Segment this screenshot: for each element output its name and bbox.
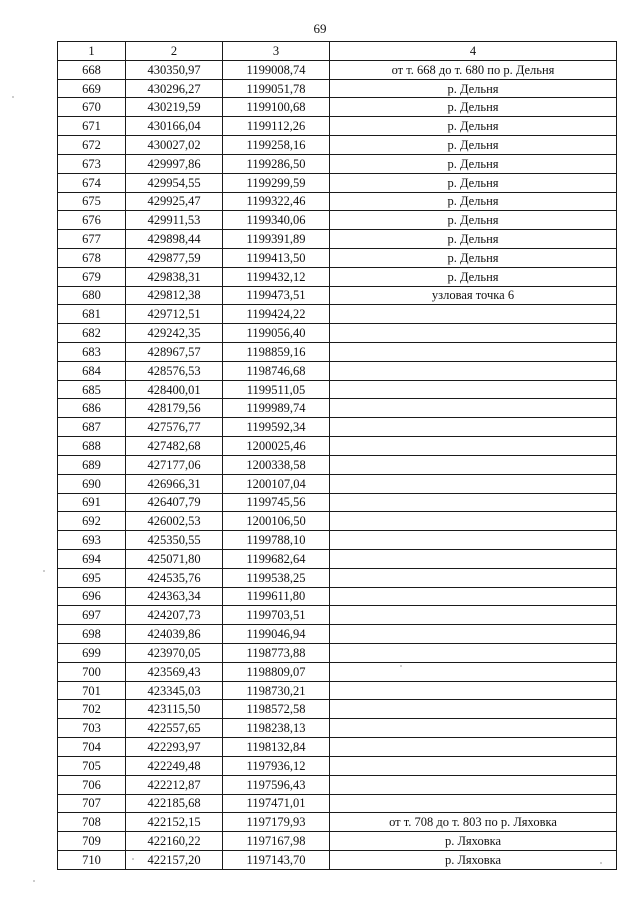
description-cell xyxy=(330,681,617,700)
description-cell xyxy=(330,756,617,775)
y-coordinate-cell: 1200107,04 xyxy=(223,474,330,493)
point-number-cell: 672 xyxy=(58,136,126,155)
table-row xyxy=(58,700,617,719)
y-coordinate-cell: 1198773,88 xyxy=(223,644,330,663)
x-coordinate-cell: 422557,65 xyxy=(126,719,223,738)
table-row xyxy=(58,474,617,493)
x-coordinate-cell: 425350,55 xyxy=(126,531,223,550)
y-coordinate-cell: 1200106,50 xyxy=(223,512,330,531)
table-row xyxy=(58,606,617,625)
table-row xyxy=(58,662,617,681)
y-coordinate-cell: 1199511,05 xyxy=(223,380,330,399)
x-coordinate-cell: 430350,97 xyxy=(126,60,223,79)
point-number-cell: 696 xyxy=(58,587,126,606)
x-coordinate-cell: 423345,03 xyxy=(126,681,223,700)
description-cell xyxy=(330,361,617,380)
table-row xyxy=(58,850,617,869)
description-cell: р. Ляховка xyxy=(330,850,617,869)
table-row xyxy=(58,512,617,531)
point-number-cell: 707 xyxy=(58,794,126,813)
x-coordinate-cell: 423970,05 xyxy=(126,644,223,663)
point-number-cell: 709 xyxy=(58,832,126,851)
table-row xyxy=(58,756,617,775)
description-cell: р. Дельня xyxy=(330,173,617,192)
x-coordinate-cell: 430027,02 xyxy=(126,136,223,155)
table-row xyxy=(58,681,617,700)
description-cell xyxy=(330,531,617,550)
table-row xyxy=(58,587,617,606)
y-coordinate-cell: 1197936,12 xyxy=(223,756,330,775)
header-col-x: 2 xyxy=(126,42,223,61)
table-row xyxy=(58,568,617,587)
description-cell xyxy=(330,794,617,813)
point-number-cell: 679 xyxy=(58,267,126,286)
y-coordinate-cell: 1199008,74 xyxy=(223,60,330,79)
description-cell: р. Дельня xyxy=(330,230,617,249)
x-coordinate-cell: 428576,53 xyxy=(126,361,223,380)
scan-speck xyxy=(43,570,45,572)
table-row xyxy=(58,531,617,550)
description-cell xyxy=(330,380,617,399)
table-row xyxy=(58,192,617,211)
table-row xyxy=(58,644,617,663)
point-number-cell: 695 xyxy=(58,568,126,587)
description-cell xyxy=(330,662,617,681)
table-row xyxy=(58,775,617,794)
y-coordinate-cell: 1199100,68 xyxy=(223,98,330,117)
description-cell xyxy=(330,775,617,794)
table-row xyxy=(58,60,617,79)
description-cell xyxy=(330,324,617,343)
description-cell xyxy=(330,644,617,663)
y-coordinate-cell: 1197471,01 xyxy=(223,794,330,813)
description-cell: р. Дельня xyxy=(330,79,617,98)
x-coordinate-cell: 429712,51 xyxy=(126,305,223,324)
x-coordinate-cell: 429898,44 xyxy=(126,230,223,249)
y-coordinate-cell: 1198132,84 xyxy=(223,738,330,757)
x-coordinate-cell: 429877,59 xyxy=(126,248,223,267)
y-coordinate-cell: 1198859,16 xyxy=(223,343,330,362)
point-number-cell: 670 xyxy=(58,98,126,117)
description-cell: узловая точка 6 xyxy=(330,286,617,305)
point-number-cell: 673 xyxy=(58,154,126,173)
y-coordinate-cell: 1200338,58 xyxy=(223,455,330,474)
table-body xyxy=(58,60,617,869)
header-col-description: 4 xyxy=(330,42,617,61)
description-cell xyxy=(330,437,617,456)
point-number-cell: 684 xyxy=(58,361,126,380)
table-row xyxy=(58,79,617,98)
x-coordinate-cell: 430296,27 xyxy=(126,79,223,98)
x-coordinate-cell: 426966,31 xyxy=(126,474,223,493)
table-row xyxy=(58,361,617,380)
point-number-cell: 692 xyxy=(58,512,126,531)
y-coordinate-cell: 1199258,16 xyxy=(223,136,330,155)
table-row xyxy=(58,418,617,437)
header-col-y: 3 xyxy=(223,42,330,61)
x-coordinate-cell: 429954,55 xyxy=(126,173,223,192)
x-coordinate-cell: 422152,15 xyxy=(126,813,223,832)
x-coordinate-cell: 429242,35 xyxy=(126,324,223,343)
table-row xyxy=(58,154,617,173)
x-coordinate-cell: 428967,57 xyxy=(126,343,223,362)
table-row xyxy=(58,98,617,117)
x-coordinate-cell: 429925,47 xyxy=(126,192,223,211)
page-number: 69 xyxy=(313,21,327,36)
y-coordinate-cell: 1199611,80 xyxy=(223,587,330,606)
description-cell: р. Дельня xyxy=(330,117,617,136)
table-row xyxy=(58,455,617,474)
description-cell xyxy=(330,719,617,738)
y-coordinate-cell: 1199989,74 xyxy=(223,399,330,418)
table-header xyxy=(58,42,617,61)
description-cell xyxy=(330,418,617,437)
y-coordinate-cell: 1199473,51 xyxy=(223,286,330,305)
point-number-cell: 705 xyxy=(58,756,126,775)
point-number-cell: 693 xyxy=(58,531,126,550)
y-coordinate-cell: 1199286,50 xyxy=(223,154,330,173)
x-coordinate-cell: 425071,80 xyxy=(126,549,223,568)
y-coordinate-cell: 1199051,78 xyxy=(223,79,330,98)
y-coordinate-cell: 1199112,26 xyxy=(223,117,330,136)
table-row xyxy=(58,380,617,399)
description-cell xyxy=(330,474,617,493)
y-coordinate-cell: 1198746,68 xyxy=(223,361,330,380)
y-coordinate-cell: 1199592,34 xyxy=(223,418,330,437)
point-number-cell: 704 xyxy=(58,738,126,757)
description-cell xyxy=(330,625,617,644)
y-coordinate-cell: 1199046,94 xyxy=(223,625,330,644)
point-number-cell: 689 xyxy=(58,455,126,474)
y-coordinate-cell: 1197596,43 xyxy=(223,775,330,794)
point-number-cell: 680 xyxy=(58,286,126,305)
description-cell: р. Дельня xyxy=(330,192,617,211)
header-row xyxy=(58,42,617,61)
x-coordinate-cell: 429812,38 xyxy=(126,286,223,305)
scan-speck xyxy=(12,96,14,98)
point-number-cell: 708 xyxy=(58,813,126,832)
point-number-cell: 690 xyxy=(58,474,126,493)
y-coordinate-cell: 1199322,46 xyxy=(223,192,330,211)
scan-speck xyxy=(400,665,402,667)
y-coordinate-cell: 1199424,22 xyxy=(223,305,330,324)
scan-speck xyxy=(33,880,35,882)
point-number-cell: 700 xyxy=(58,662,126,681)
point-number-cell: 701 xyxy=(58,681,126,700)
x-coordinate-cell: 422293,97 xyxy=(126,738,223,757)
description-cell xyxy=(330,587,617,606)
table-row xyxy=(58,399,617,418)
point-number-cell: 706 xyxy=(58,775,126,794)
x-coordinate-cell: 422157,20 xyxy=(126,850,223,869)
x-coordinate-cell: 424207,73 xyxy=(126,606,223,625)
table-row xyxy=(58,324,617,343)
table-row xyxy=(58,794,617,813)
description-cell: р. Дельня xyxy=(330,136,617,155)
x-coordinate-cell: 423115,50 xyxy=(126,700,223,719)
x-coordinate-cell: 422249,48 xyxy=(126,756,223,775)
table-row xyxy=(58,305,617,324)
y-coordinate-cell: 1199788,10 xyxy=(223,531,330,550)
point-number-cell: 675 xyxy=(58,192,126,211)
description-cell xyxy=(330,305,617,324)
description-cell xyxy=(330,549,617,568)
table-row xyxy=(58,549,617,568)
point-number-cell: 682 xyxy=(58,324,126,343)
scan-speck xyxy=(132,858,134,860)
point-number-cell: 676 xyxy=(58,211,126,230)
table-row xyxy=(58,813,617,832)
x-coordinate-cell: 426002,53 xyxy=(126,512,223,531)
description-cell: р. Дельня xyxy=(330,248,617,267)
description-cell xyxy=(330,606,617,625)
y-coordinate-cell: 1198572,58 xyxy=(223,700,330,719)
table-row xyxy=(58,248,617,267)
x-coordinate-cell: 428400,01 xyxy=(126,380,223,399)
y-coordinate-cell: 1197179,93 xyxy=(223,813,330,832)
point-number-cell: 686 xyxy=(58,399,126,418)
description-cell xyxy=(330,512,617,531)
point-number-cell: 688 xyxy=(58,437,126,456)
x-coordinate-cell: 423569,43 xyxy=(126,662,223,681)
point-number-cell: 681 xyxy=(58,305,126,324)
description-cell: р. Дельня xyxy=(330,267,617,286)
y-coordinate-cell: 1200025,46 xyxy=(223,437,330,456)
y-coordinate-cell: 1199432,12 xyxy=(223,267,330,286)
point-number-cell: 702 xyxy=(58,700,126,719)
point-number-cell: 699 xyxy=(58,644,126,663)
scan-speck xyxy=(600,862,602,864)
description-cell xyxy=(330,493,617,512)
x-coordinate-cell: 422185,68 xyxy=(126,794,223,813)
y-coordinate-cell: 1199299,59 xyxy=(223,173,330,192)
x-coordinate-cell: 428179,56 xyxy=(126,399,223,418)
point-number-cell: 694 xyxy=(58,549,126,568)
point-number-cell: 671 xyxy=(58,117,126,136)
point-number-cell: 669 xyxy=(58,79,126,98)
x-coordinate-cell: 426407,79 xyxy=(126,493,223,512)
x-coordinate-cell: 429997,86 xyxy=(126,154,223,173)
description-cell: р. Ляховка xyxy=(330,832,617,851)
x-coordinate-cell: 427482,68 xyxy=(126,437,223,456)
x-coordinate-cell: 424535,76 xyxy=(126,568,223,587)
table-row xyxy=(58,117,617,136)
x-coordinate-cell: 422212,87 xyxy=(126,775,223,794)
table-row xyxy=(58,832,617,851)
description-cell: от т. 708 до т. 803 по р. Ляховка xyxy=(330,813,617,832)
table-row xyxy=(58,719,617,738)
table-row xyxy=(58,173,617,192)
point-number-cell: 698 xyxy=(58,625,126,644)
description-cell xyxy=(330,455,617,474)
coordinates-table xyxy=(57,41,617,870)
point-number-cell: 691 xyxy=(58,493,126,512)
point-number-cell: 697 xyxy=(58,606,126,625)
y-coordinate-cell: 1199703,51 xyxy=(223,606,330,625)
point-number-cell: 678 xyxy=(58,248,126,267)
table-row xyxy=(58,136,617,155)
x-coordinate-cell: 422160,22 xyxy=(126,832,223,851)
x-coordinate-cell: 427177,06 xyxy=(126,455,223,474)
x-coordinate-cell: 429911,53 xyxy=(126,211,223,230)
y-coordinate-cell: 1198809,07 xyxy=(223,662,330,681)
x-coordinate-cell: 430166,04 xyxy=(126,117,223,136)
table-row xyxy=(58,230,617,249)
point-number-cell: 685 xyxy=(58,380,126,399)
table-row xyxy=(58,286,617,305)
description-cell xyxy=(330,343,617,362)
y-coordinate-cell: 1199538,25 xyxy=(223,568,330,587)
description-cell xyxy=(330,700,617,719)
y-coordinate-cell: 1198730,21 xyxy=(223,681,330,700)
point-number-cell: 710 xyxy=(58,850,126,869)
y-coordinate-cell: 1199682,64 xyxy=(223,549,330,568)
x-coordinate-cell: 430219,59 xyxy=(126,98,223,117)
table-row xyxy=(58,493,617,512)
description-cell xyxy=(330,568,617,587)
x-coordinate-cell: 424039,86 xyxy=(126,625,223,644)
table-row xyxy=(58,738,617,757)
y-coordinate-cell: 1199745,56 xyxy=(223,493,330,512)
description-cell: р. Дельня xyxy=(330,211,617,230)
description-cell xyxy=(330,738,617,757)
y-coordinate-cell: 1197143,70 xyxy=(223,850,330,869)
point-number-cell: 677 xyxy=(58,230,126,249)
table-row xyxy=(58,267,617,286)
y-coordinate-cell: 1199391,89 xyxy=(223,230,330,249)
y-coordinate-cell: 1199056,40 xyxy=(223,324,330,343)
x-coordinate-cell: 427576,77 xyxy=(126,418,223,437)
y-coordinate-cell: 1198238,13 xyxy=(223,719,330,738)
table-row xyxy=(58,343,617,362)
y-coordinate-cell: 1199340,06 xyxy=(223,211,330,230)
point-number-cell: 687 xyxy=(58,418,126,437)
point-number-cell: 703 xyxy=(58,719,126,738)
point-number-cell: 668 xyxy=(58,60,126,79)
table-row xyxy=(58,437,617,456)
description-cell: р. Дельня xyxy=(330,154,617,173)
description-cell xyxy=(330,399,617,418)
table-row xyxy=(58,625,617,644)
description-cell: от т. 668 до т. 680 по р. Дельня xyxy=(330,60,617,79)
x-coordinate-cell: 429838,31 xyxy=(126,267,223,286)
point-number-cell: 674 xyxy=(58,173,126,192)
description-cell: р. Дельня xyxy=(330,98,617,117)
table-row xyxy=(58,211,617,230)
header-col-point-number: 1 xyxy=(58,42,126,61)
y-coordinate-cell: 1199413,50 xyxy=(223,248,330,267)
point-number-cell: 683 xyxy=(58,343,126,362)
x-coordinate-cell: 424363,34 xyxy=(126,587,223,606)
y-coordinate-cell: 1197167,98 xyxy=(223,832,330,851)
